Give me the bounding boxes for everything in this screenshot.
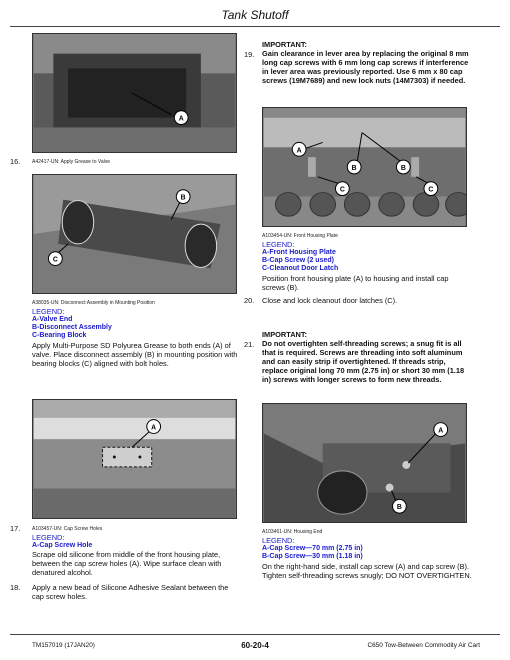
step-18-number: 18. xyxy=(10,583,21,592)
step-16-number: 16. xyxy=(10,157,21,166)
legend-5 xyxy=(262,537,472,561)
callout-b: B xyxy=(400,164,406,172)
page-header-title: Tank Shutoff xyxy=(221,8,289,22)
callout-b: B xyxy=(180,194,186,202)
legend-3 xyxy=(32,534,242,550)
photo-disconnect-assembly-image xyxy=(33,175,236,293)
photo-5-caption: A103461-UN: Housing End xyxy=(262,529,323,535)
callout-c: C xyxy=(52,256,58,264)
photo-front-housing-plate xyxy=(262,107,467,227)
legend-item: B-Cap Screw (2 used) xyxy=(262,257,334,264)
step-20-number: 20. xyxy=(244,296,255,305)
callout-c: C xyxy=(428,186,434,194)
legend-title: LEGEND: xyxy=(262,240,295,249)
header-rule xyxy=(10,26,500,27)
photo-4-caption: A103454-UN: Front Housing Plate xyxy=(262,233,338,239)
step-18-text: Apply a new bead of Silicone Adhesive Sealant between the cap screw holes. xyxy=(32,583,229,601)
photo-valve-grease-image xyxy=(33,34,236,152)
legend-2 xyxy=(32,308,242,340)
legend-title: LEGEND: xyxy=(262,536,295,545)
step-19-number: 19. xyxy=(244,50,255,59)
step-16-text: Apply Multi-Purpose SD Polyurea Grease to both ends (A) of valve. Place disconnect assembly (B) in mounting position with bearing blocks (C) aligned with bolt holes. xyxy=(32,341,238,368)
step-21-important xyxy=(262,330,472,384)
legend-item: C-Cleanout Door Latch xyxy=(262,265,339,272)
callout-a: A xyxy=(151,424,157,432)
photo-front-housing-plate-image xyxy=(263,108,466,226)
legend-item: A-Cap Screw—70 mm (2.75 in) xyxy=(262,545,363,552)
photo-housing-end-image xyxy=(263,404,466,522)
important-text: Gain clearance in lever area by replacing the original 8 mm long cap screws with 6 mm long cap screws if interference in lever area was previously reported. Use 6 mm x 80 cap screws (19M7689) and new lock nuts (14M7303) if needed. xyxy=(262,49,469,85)
callout-c: C xyxy=(339,186,345,194)
step-19-important xyxy=(262,40,472,85)
step-17-number: 17. xyxy=(10,524,21,533)
photo-2-caption: A38035-UN: Disconnect Assembly in Mounting Position xyxy=(32,300,155,306)
footer-page-number: 60-20-4 xyxy=(241,641,269,650)
legend-item: A-Front Housing Plate xyxy=(262,249,336,256)
callout-b: B xyxy=(351,164,357,172)
photo-disconnect-assembly xyxy=(32,174,237,294)
footer-manual-title: C650 Tow-Between Commodity Air Cart xyxy=(367,642,480,649)
callout-a: A xyxy=(178,115,184,123)
photo-1-caption: A42417-UN: Apply Grease to Valve xyxy=(32,159,111,165)
legend-item: B-Cap Screw—30 mm (1.18 in) xyxy=(262,553,363,560)
photo-valve-grease xyxy=(32,33,237,153)
footer-rule xyxy=(10,634,500,635)
photo-housing-end xyxy=(262,403,467,523)
callout-a: A xyxy=(438,427,444,435)
photo-cap-screw-holes-image xyxy=(33,400,236,518)
legend-item: A-Cap Screw Hole xyxy=(32,542,93,549)
photo-cap-screw-holes xyxy=(32,399,237,519)
step-17-text: Scrape old silicone from middle of the front housing plate, between the cap screw holes (A). Wipe surface clean with denatured alcohol. xyxy=(32,550,222,577)
legend-title: LEGEND: xyxy=(32,307,65,316)
important-label: IMPORTANT: xyxy=(262,40,308,49)
legend-title: LEGEND: xyxy=(32,533,65,542)
callout-b: B xyxy=(396,504,402,512)
footer-doc-id: TM157019 (17JAN20) xyxy=(32,642,95,649)
callout-a: A xyxy=(296,147,302,155)
important-text: Do not overtighten self-threading screws; a snug fit is all that is required. Screws are threading into soft aluminum and can easily strip if overtightened. If threads strip, replace original long 70 mm (2.75 in) or short 30 mm (1.18 in) screws with longer screws to form new threads. xyxy=(262,339,465,384)
step-21-number: 21. xyxy=(244,340,255,349)
step-20-text: Close and lock cleanout door latches (C). xyxy=(262,296,398,305)
important-label: IMPORTANT: xyxy=(262,330,308,339)
photo-3-caption: A103457-UN: Cap Screw Holes xyxy=(32,526,103,532)
legend-item: B-Disconnect Assembly xyxy=(32,324,112,331)
legend-4 xyxy=(262,241,472,273)
photo-4-text: Position front housing plate (A) to housing and install cap screws (B). xyxy=(262,274,449,292)
step-21-text: On the right-hand side, install cap screw (A) and cap screw (B). Tighten self-threading screws snugly; DO NOT OVERTIGHTEN. xyxy=(262,562,472,580)
legend-item: A-Valve End xyxy=(32,316,73,323)
legend-item: C-Bearing Block xyxy=(32,332,87,339)
